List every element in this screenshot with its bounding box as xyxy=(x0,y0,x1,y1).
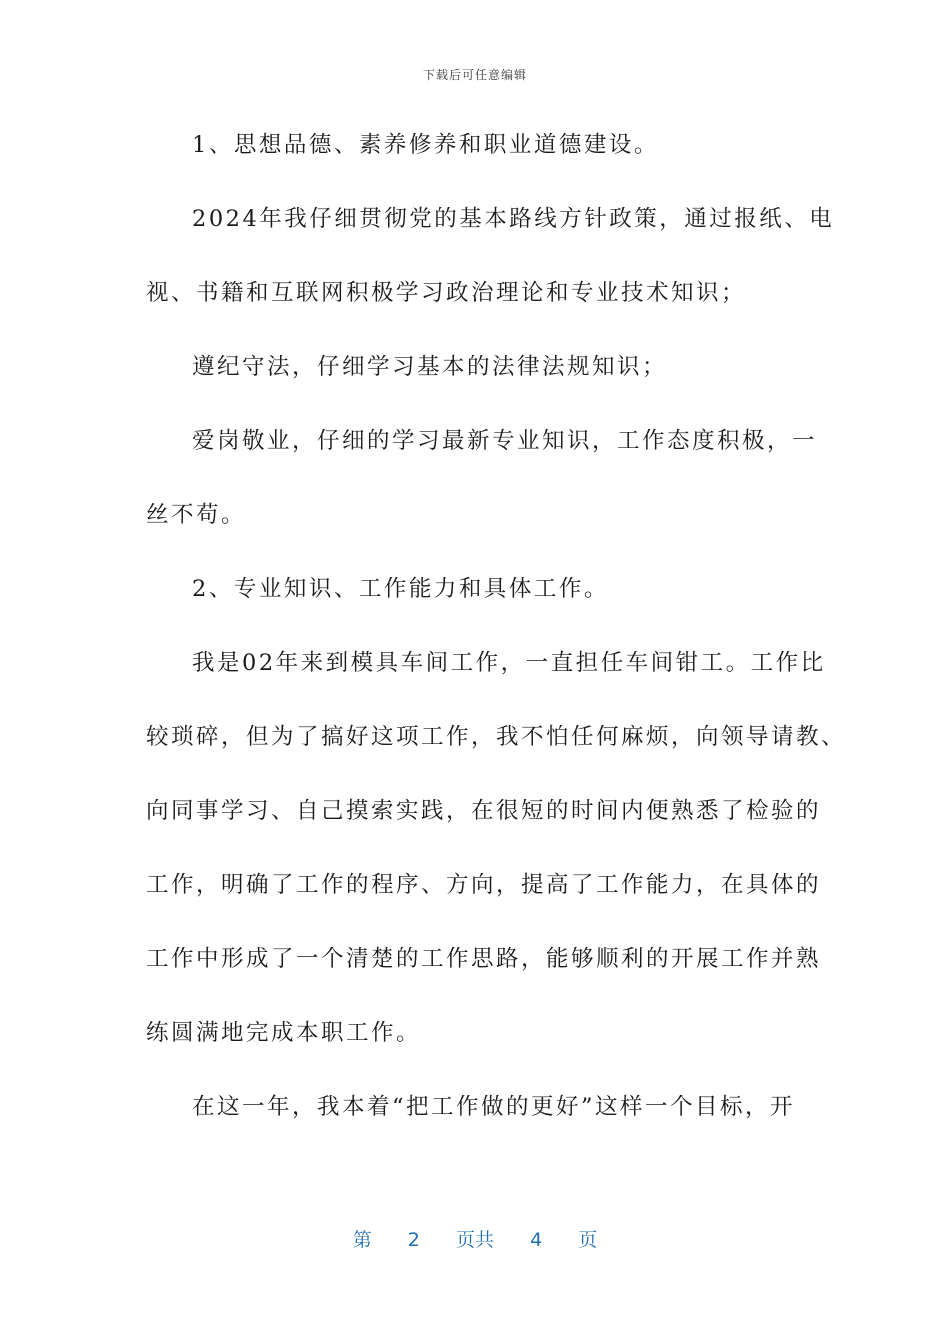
paragraph-line: 练圆满地完成本职工作。 xyxy=(146,1020,422,1046)
page-number-total: 4 xyxy=(530,1229,543,1251)
paragraph-line: 2、专业知识、工作能力和具体工作。 xyxy=(192,576,609,602)
footer-label-di: 第 xyxy=(352,1229,372,1251)
paragraph-line: 较琐碎，但为了搞好这项工作，我不怕任何麻烦，向领导请教、 xyxy=(146,724,847,750)
paragraph-line: 遵纪守法，仔细学习基本的法律法规知识； xyxy=(192,354,668,380)
paragraph-line: 视、书籍和互联网积极学习政治理论和专业技术知识； xyxy=(146,280,747,306)
paragraph-line: 在这一年，我本着“把工作做的更好”这样一个目标，开 xyxy=(192,1094,796,1120)
paragraph-line: 2024年我仔细贯彻党的基本路线方针政策，通过报纸、电 xyxy=(192,206,835,232)
paragraph-line: 工作，明确了工作的程序、方向，提高了工作能力，在具体的 xyxy=(146,872,822,898)
page-footer xyxy=(0,1225,950,1252)
paragraph-line: 向同事学习、自己摸索实践，在很短的时间内便熟悉了检验的 xyxy=(146,798,822,824)
document-body xyxy=(146,123,847,1159)
paragraph-line: 1、思想品德、素养修养和职业道德建设。 xyxy=(192,132,659,158)
page-number-current: 2 xyxy=(407,1229,420,1251)
footer-label-ye-gong: 页共 xyxy=(455,1229,494,1251)
paragraph-line: 丝不苟。 xyxy=(146,502,247,528)
paragraph-line: 工作中形成了一个清楚的工作思路，能够顺利的开展工作并熟 xyxy=(146,946,822,972)
paragraph-line: 我是02年来到模具车间工作，一直担任车间钳工。工作比 xyxy=(192,650,826,676)
header-note: 下载后可任意编辑 xyxy=(422,68,527,82)
paragraph-line: 爱岗敬业，仔细的学习最新专业知识，工作态度积极，一 xyxy=(192,428,818,454)
footer-label-ye: 页 xyxy=(578,1229,598,1251)
